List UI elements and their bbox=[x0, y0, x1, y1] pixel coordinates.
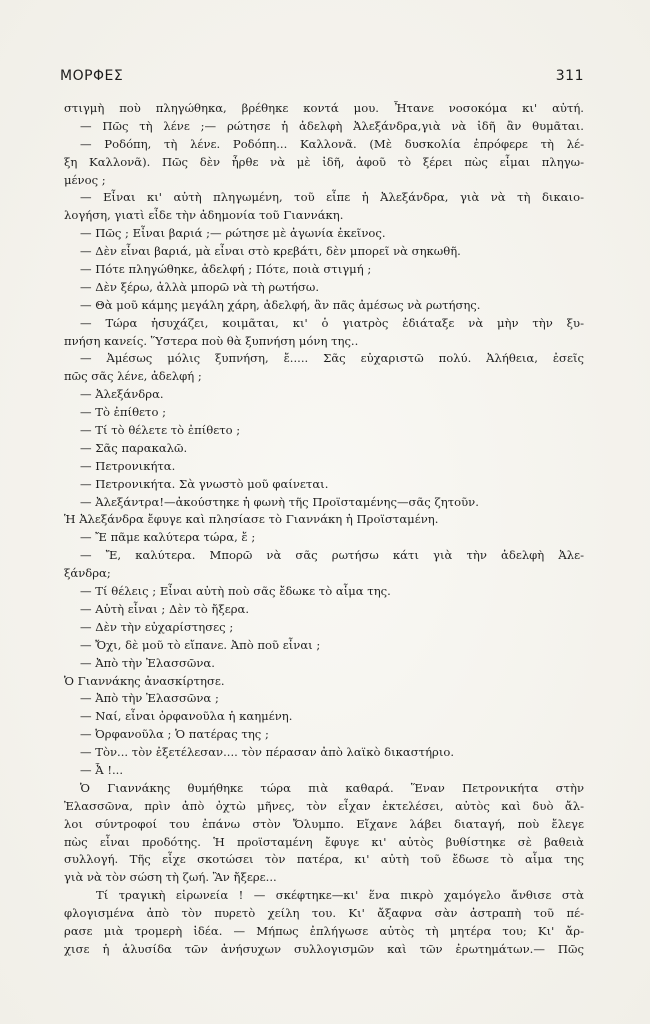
text-line: — Ἀπὸ τὴν Ἐλασσῶνα. bbox=[80, 655, 215, 670]
text-line: στιγμὴ ποὺ πληγώθηκα, βρέθηκε κοντά μου. Ἦτανε νοσοκόμα κι' αὐτή. bbox=[64, 101, 584, 115]
text-line: — Πετρονικήτα. bbox=[80, 458, 176, 473]
text-line: Ὁ Γιαννάκης θυμήθηκε τώρα πιὰ καθαρά. Ἕναν Πετρονικήτα στὴν bbox=[80, 780, 584, 795]
text-line: — Δὲν εἶναι βαριά, μὰ εἶναι στὸ κρεβάτι, δὲν μπορεῖ νὰ σηκωθῆ. bbox=[80, 244, 461, 259]
text-line: Ὁ Γιαννάκης ἀνασκίρτησε. bbox=[64, 673, 225, 688]
text-line: — Ἀπὸ τὴν Ἐλασσῶνα ; bbox=[80, 691, 219, 706]
text-line: Τί τραγικὴ εἰρωνεία ! — σκέφτηκε—κι' ἕνα πικρὸ χαμόγελο ἄνθισε στὰ bbox=[96, 888, 584, 903]
text-line: — Ἔ πᾶμε καλύτερα τώρα, ἔ ; bbox=[80, 530, 256, 545]
text-line: — Ὀρφανοῦλα ; Ὁ πατέρας της ; bbox=[80, 727, 269, 742]
text-line: γιὰ νὰ τὸν σώση τὴ ζωή. Ἂν ἤξερε... bbox=[64, 870, 277, 885]
text-line: — Τί θέλεις ; Εἶναι αὐτὴ ποὺ σᾶς ἔδωκε τὸ αἷμα της. bbox=[80, 584, 391, 599]
text-line: — Τί τὸ θέλετε τὸ ἐπίθετο ; bbox=[80, 423, 241, 438]
text-line: ρασε μιὰ τρομερὴ ἰδέα. — Μήπως ἐπλήγωσε αὐτὸς τὴ μητέρα του; Κι' ἄρ- bbox=[64, 923, 584, 938]
text-line: — Ναί, εἶναι ὀρφανοῦλα ἡ καημένη. bbox=[80, 709, 293, 724]
text-line: — Πῶς τὴ λένε ;— ρώτησε ἡ ἀδελφὴ Ἀλεξάνδρα,γιὰ νὰ ἰδῆ ἂν θυμᾶται. bbox=[80, 118, 584, 133]
text-line: ξη Καλλονᾶ). Πῶς δὲν ἦρθε νὰ μὲ ἰδῆ, ἀφοῦ τὸ ξέρει πὼς εἶμαι πληγω- bbox=[64, 154, 584, 169]
text-line: συλλογή. Τῆς εἶχε σκοτώσει τὸν πατέρα, κι' αὐτὴ τοῦ ἔδωσε τὸ αἷμα της bbox=[64, 852, 584, 867]
text-line: — Ἆ !... bbox=[80, 762, 124, 777]
text-line: — Ροδόπη, τὴ λένε. Ροδόπη... Καλλονᾶ. (Μὲ δυσκολία ἐπρόφερε τὴ λέ- bbox=[80, 136, 584, 151]
text-line: πῶς σᾶς λένε, ἀδελφή ; bbox=[64, 369, 202, 384]
text-line: λογήση, γιατὶ εἶδε τὴν ἀδημονία τοῦ Γιαννάκη. bbox=[64, 208, 344, 223]
text-line: — Ἀμέσως μόλις ξυπνήση, ἔ..... Σᾶς εὐχαριστῶ πολύ. Ἀλήθεια, ἐσεῖς bbox=[80, 351, 584, 366]
text-line: — Πετρονικήτα. Σὰ γνωστὸ μοῦ φαίνεται. bbox=[80, 476, 329, 491]
text-line: — Τώρα ἡσυχάζει, κοιμᾶται, κι' ὁ γιατρὸς ἐδιάταξε νὰ μὴν τὴν ξυ- bbox=[80, 315, 584, 330]
text-line: — Πότε πληγώθηκε, ἀδελφή ; Πότε, ποιὰ στιγμή ; bbox=[80, 262, 372, 277]
text-line: — Ἀλεξάντρα!—ἀκούστηκε ἡ φωνὴ τῆς Προϊσταμένης—σᾶς ζητοῦν. bbox=[80, 494, 479, 509]
page-number: 311 bbox=[555, 68, 584, 84]
text-line: — Εἶναι κι' αὐτὴ πληγωμένη, τοῦ εἶπε ἡ Ἀλεξάνδρα, γιὰ νὰ τὴ δικαιο- bbox=[80, 190, 584, 205]
text-line: φλογισμένα ἀπὸ τὸν πυρετὸ χείλη του. Κι' ἄξαφνα σὰν ἀστραπὴ τοῦ πέ- bbox=[64, 906, 584, 921]
text-line: Ἐλασσῶνα, πρὶν ἀπὸ ὀχτὼ μῆνες, τὸν εἶχαν ἐκτελέσει, αὐτὸς καὶ δυὸ ἄλ- bbox=[64, 798, 584, 813]
text-line: — Δὲν τὴν εὐχαρίστησες ; bbox=[80, 619, 234, 634]
text-line: πὼς εἶναι προδότης. Ἡ προϊσταμένη ἔφυγε κι' αὐτὸς βυθίστηκε σὲ βαθειὰ bbox=[64, 834, 584, 849]
text-line: — Τὸν... τὸν ἐξετέλεσαν.... τὸν πέρασαν ἀπὸ λαϊκὸ δικαστήριο. bbox=[80, 745, 455, 760]
text-line: ξάνδρα; bbox=[64, 566, 111, 581]
text-line: πνήση κανείς. Ὕστερα ποὺ θὰ ξυπνήση μόνη της.. bbox=[64, 333, 359, 348]
text-line: χισε ἡ ἁλυσίδα τῶν ἀνήσυχων συλλογισμῶν καὶ τῶν ἐρωτημάτων.— Πῶς bbox=[64, 941, 584, 956]
text-line: — Ὄχι, δὲ μοῦ τὸ εἴπανε. Ἀπὸ ποῦ εἶναι ; bbox=[80, 637, 321, 652]
page-body-text bbox=[64, 100, 584, 959]
text-line: λοι σύντροφοί του ἐπάνω στὸν Ὄλυμπο. Εἴχανε λάβει διαταγή, ποὺ ἔλεγε bbox=[64, 816, 584, 831]
text-line: μένος ; bbox=[64, 172, 106, 187]
text-line: — Θὰ μοῦ κάμης μεγάλη χάρη, ἀδελφή, ἂν πᾶς ἀμέσως νὰ ρωτήσης. bbox=[80, 297, 481, 312]
text-line: — Αὐτὴ εἶναι ; Δὲν τὸ ἤξερα. bbox=[80, 601, 250, 616]
text-line: — Τὸ ἐπίθετο ; bbox=[80, 405, 167, 420]
text-line: — Ἔ, καλύτερα. Μπορῶ νὰ σᾶς ρωτήσω κάτι γιὰ τὴν ἀδελφὴ Ἀλε- bbox=[80, 548, 584, 563]
text-line: — Δὲν ξέρω, ἀλλὰ μπορῶ νὰ τὴ ρωτήσω. bbox=[80, 279, 320, 294]
text-line: — Ἀλεξάνδρα. bbox=[80, 387, 164, 402]
text-line: — Πῶς ; Εἶναι βαριά ;— ρώτησε μὲ ἀγωνία ἐκεῖνος. bbox=[80, 226, 386, 241]
running-title: ΜΟΡΦΕΣ bbox=[60, 68, 124, 84]
text-line: — Σᾶς παρακαλῶ. bbox=[80, 440, 188, 455]
text-line: Ἡ Ἀλεξάνδρα ἔφυγε καὶ πλησίασε τὸ Γιαννάκη ἡ Προϊσταμένη. bbox=[64, 512, 439, 527]
